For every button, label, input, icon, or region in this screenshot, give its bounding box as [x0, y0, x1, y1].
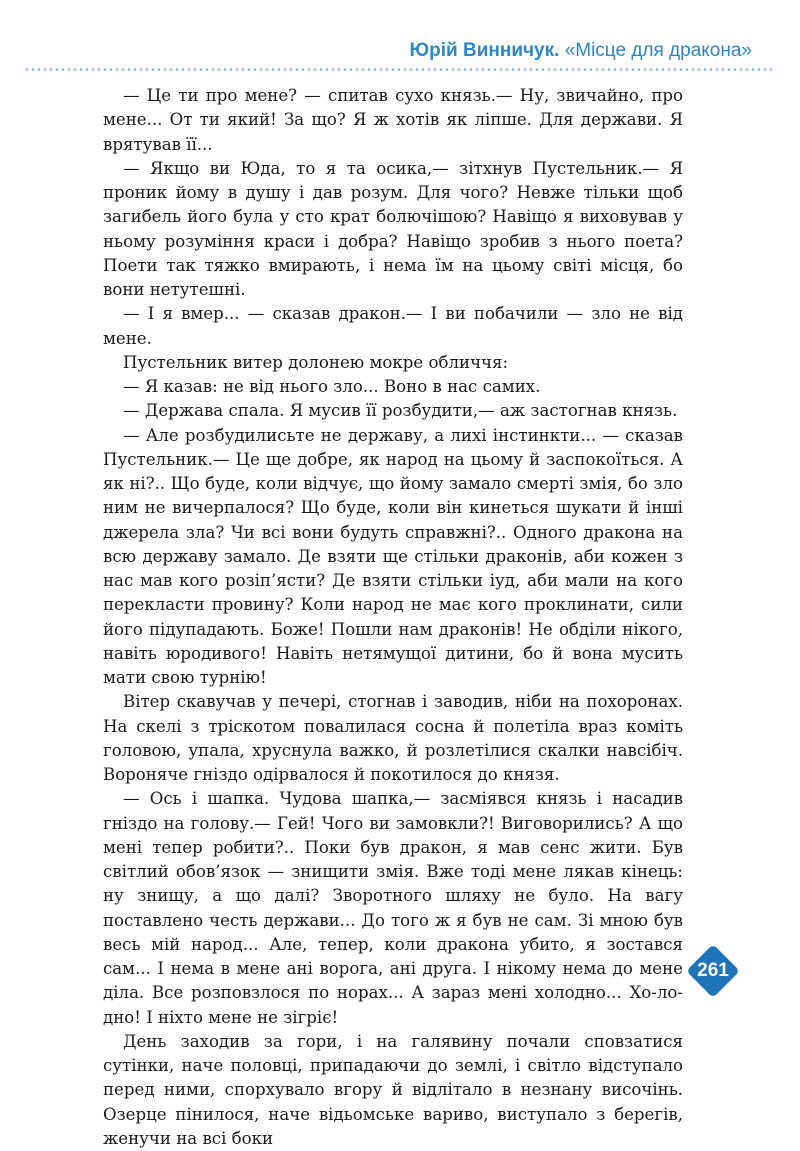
paragraph: Пустельник витер долонею мокре обличчя: [123, 352, 509, 372]
header-author: Юрій Винничук. [409, 40, 560, 61]
paragraph: — Я казав: не від нього зло... Воно в нас самих. [123, 377, 541, 396]
paragraph: — Це ти про мене? — спитав сухо князь.— Ну, звичайно, про мене... От ти який! За що? Я ж хотів як ліпше. Для держави. Я врятував її... [103, 86, 683, 154]
paragraph: Вітер скавучав у печері, стогнав і заводив, ніби на похоронах. На скелі з тріскотом повалилася сосна й полетіла враз коміть головою, упала, хруснула важко, й розлетілися скалки навсібіч. Вороняче гніздо одірвалося й покотилося до князя. [103, 692, 683, 784]
page-number: 261 [697, 960, 729, 981]
page-number-badge [683, 941, 743, 1001]
paragraph: — Але розбудилисьте не державу, а лихі інстинкти... — сказав Пустельник.— Це ще добре, як народ на цьому й заспокоїться. А як ні?.. Що буде, коли відчує, що йому замало смерті змія, бо зло ним не вичерпалося? Що буде, коли він кинеться шукати й інші джерела зла? Чи всі вони будуть справжні?.. Одного дракона на всю державу замало. Де взяти ще стільки драконів, аби кожен з нас мав кого розіп’ясти? Де взяти стільки іуд, аби мали на кого перекласти провину? Коли народ не має кого проклинати, сили його підупадають. Боже! Пошли нам драконів! Не обділи нікого, навіть юродивого! Навіть нетямущої дитини, бо й вона мусить мати свою турнію! [103, 425, 683, 687]
running-header [410, 40, 752, 62]
header-title: «Місце для дракона» [564, 40, 752, 61]
page-body [103, 84, 683, 1151]
paragraph: — Якщо ви Юда, то я та осика,— зітхнув Пустельник.— Я проник йому в душу і дав розум. Для чого? Невже тільки щоб загибель його була у сто крат болючішою? Навіщо я виховував у ньому розуміння краси і добра? Навіщо зробив з нього поета? Поети так тяжко вмирають, і нема їм на цьому світі місця, бо вони нетутешні. [103, 158, 683, 299]
paragraph: — І я вмер... — сказав дракон.— І ви побачили — зло не від мене. [103, 304, 683, 348]
paragraph: — Ось і шапка. Чудова шапка,— засміявся князь і насадив гніздо на голову.— Гей! Чого ви замовкли?! Виговорились? А що мені тепер робити?.. Поки був дракон, я мав сенс жити. Був світлий обов’язок — знищити змія. Вже тоді мене лякав кінець: ну знищу, а що далі? Зворотного шляху не було. На вагу поставлено честь держави... До того ж я був не сам. Зі мною був весь мій народ... Але, тепер, коли дракона убито, я зостався сам... І нема в мене ані ворога, ані друга. І нікому нема до мене діла. Все розповзлося по норах... А зараз мені холодно... Хо-ло-дно! І ніхто мене не зігріє! [103, 789, 683, 1027]
dotted-divider [24, 68, 776, 71]
paragraph: — Держава спала. Я мусив її розбудити,— аж застогнав князь. [123, 401, 678, 421]
paragraph: День заходив за гори, і на галявину почали сповзатися сутінки, наче половці, припадаючи до землі, і світло відступало перед ними, спорхувало вгору й відлітало в незнану височінь. Озерце пінилося, наче відьомське вариво, виступало з берегів, женучи на всі боки [103, 1031, 683, 1148]
